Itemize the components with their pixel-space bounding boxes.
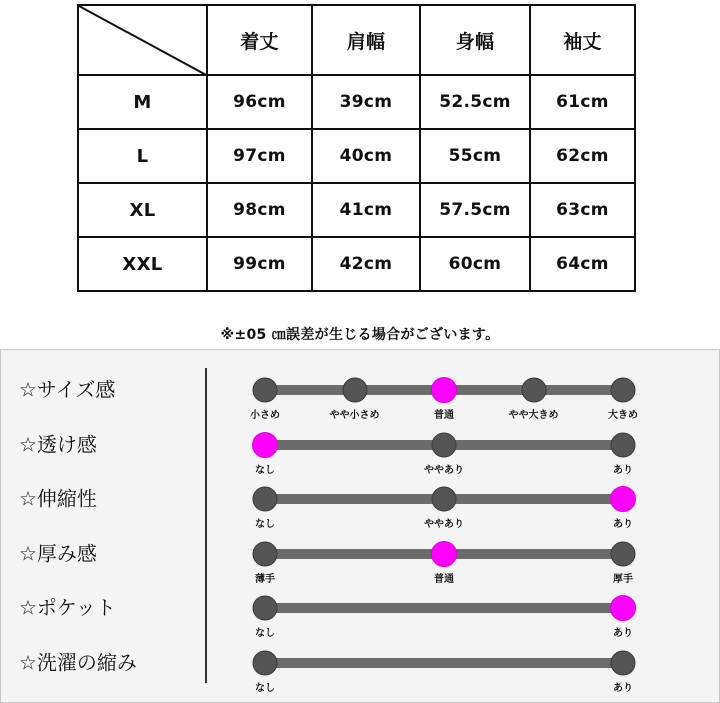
size-label: L bbox=[78, 129, 207, 183]
size-label: M bbox=[78, 75, 207, 129]
thickness-tick-label: 厚手 bbox=[613, 573, 633, 585]
pocket-tick-label: あり bbox=[613, 628, 633, 639]
pocket-scale-track bbox=[265, 603, 623, 613]
sheerness-dot bbox=[432, 432, 457, 457]
thickness-dot bbox=[611, 541, 636, 566]
size-feel-tick-label: 普通 bbox=[434, 410, 454, 421]
table-row bbox=[78, 129, 635, 183]
feature-panel bbox=[0, 349, 720, 703]
size-feel-tick-label: やや小さめ bbox=[329, 410, 380, 421]
table-header-row bbox=[78, 5, 635, 75]
table-cell: 61cm bbox=[530, 75, 635, 129]
size-feel-selected-dot bbox=[431, 377, 457, 403]
header-chest: 身幅 bbox=[420, 5, 530, 75]
stretch-dot bbox=[432, 487, 457, 512]
table-cell: 52.5cm bbox=[420, 75, 530, 129]
table-cell: 98cm bbox=[207, 183, 312, 237]
pocket-dot bbox=[253, 596, 278, 621]
table-cell: 39cm bbox=[312, 75, 420, 129]
size-label: XXL bbox=[78, 237, 207, 291]
sheerness-tick-label: あり bbox=[613, 464, 633, 476]
sheerness-tick-label: ややあり bbox=[424, 464, 464, 476]
size-feel-tick-label: やや大きめ bbox=[508, 410, 559, 421]
sheerness-selected-dot bbox=[252, 432, 278, 458]
size-feel-tick-label: 小さめ bbox=[250, 410, 280, 421]
wash-shrink-label: ☆洗濯の縮み bbox=[19, 650, 137, 674]
thickness-label: ☆厚み感 bbox=[19, 541, 97, 565]
size-feel-dot bbox=[253, 378, 278, 403]
sheerness-dot bbox=[611, 432, 636, 457]
tolerance-note: ※±05 ㎝誤差が生じる場合がございます。 bbox=[220, 327, 500, 343]
table-cell: 99cm bbox=[207, 237, 312, 291]
wash-shrink-tick-label: なし bbox=[255, 682, 275, 694]
sheerness-label: ☆透け感 bbox=[19, 432, 97, 456]
header-length: 着丈 bbox=[207, 5, 312, 75]
table-row bbox=[78, 237, 635, 291]
wash-shrink-dot bbox=[611, 650, 636, 675]
header-sleeve: 袖丈 bbox=[530, 5, 635, 75]
stretch-tick-label: ややあり bbox=[424, 519, 464, 530]
stretch-tick-label: なし bbox=[255, 519, 275, 530]
wash-shrink-dot bbox=[253, 650, 278, 675]
stretch-tick-label: あり bbox=[613, 519, 633, 530]
sheerness-tick-label: なし bbox=[255, 464, 275, 476]
table-cell: 60cm bbox=[420, 237, 530, 291]
table-cell: 62cm bbox=[530, 129, 635, 183]
diagonal-line bbox=[79, 6, 207, 75]
table-row bbox=[78, 183, 635, 237]
pocket-label: ☆ポケット bbox=[19, 595, 116, 620]
table-cell: 97cm bbox=[207, 129, 312, 183]
thickness-tick-label: 薄手 bbox=[255, 573, 275, 585]
size-feel-tick-label: 大きめ bbox=[608, 410, 638, 421]
size-feel-dot bbox=[611, 378, 636, 403]
stretch-dot bbox=[253, 487, 278, 512]
size-feel-dot bbox=[342, 378, 367, 403]
table-cell: 64cm bbox=[530, 237, 635, 291]
stretch-label: ☆伸縮性 bbox=[19, 486, 97, 511]
size-feel-dot bbox=[521, 378, 546, 403]
stretch-selected-dot bbox=[610, 486, 636, 512]
panel-divider bbox=[205, 368, 207, 683]
wash-shrink-scale-track bbox=[265, 658, 623, 668]
wash-shrink-tick-label: あり bbox=[613, 682, 633, 694]
size-feel-label: ☆サイズ感 bbox=[19, 377, 116, 402]
thickness-selected-dot bbox=[431, 541, 457, 567]
table-cell: 96cm bbox=[207, 75, 312, 129]
size-label: XL bbox=[78, 183, 207, 237]
table-cell: 55cm bbox=[420, 129, 530, 183]
table-cell: 41cm bbox=[312, 183, 420, 237]
size-table bbox=[77, 4, 636, 292]
corner-cell bbox=[78, 5, 207, 75]
table-cell: 40cm bbox=[312, 129, 420, 183]
thickness-tick-label: 普通 bbox=[434, 573, 454, 585]
header-shoulder: 肩幅 bbox=[312, 5, 420, 75]
table-cell: 42cm bbox=[312, 237, 420, 291]
pocket-tick-label: なし bbox=[255, 628, 275, 639]
table-cell: 63cm bbox=[530, 183, 635, 237]
pocket-selected-dot bbox=[610, 595, 636, 621]
table-cell: 57.5cm bbox=[420, 183, 530, 237]
thickness-dot bbox=[253, 541, 278, 566]
table-row bbox=[78, 75, 635, 129]
